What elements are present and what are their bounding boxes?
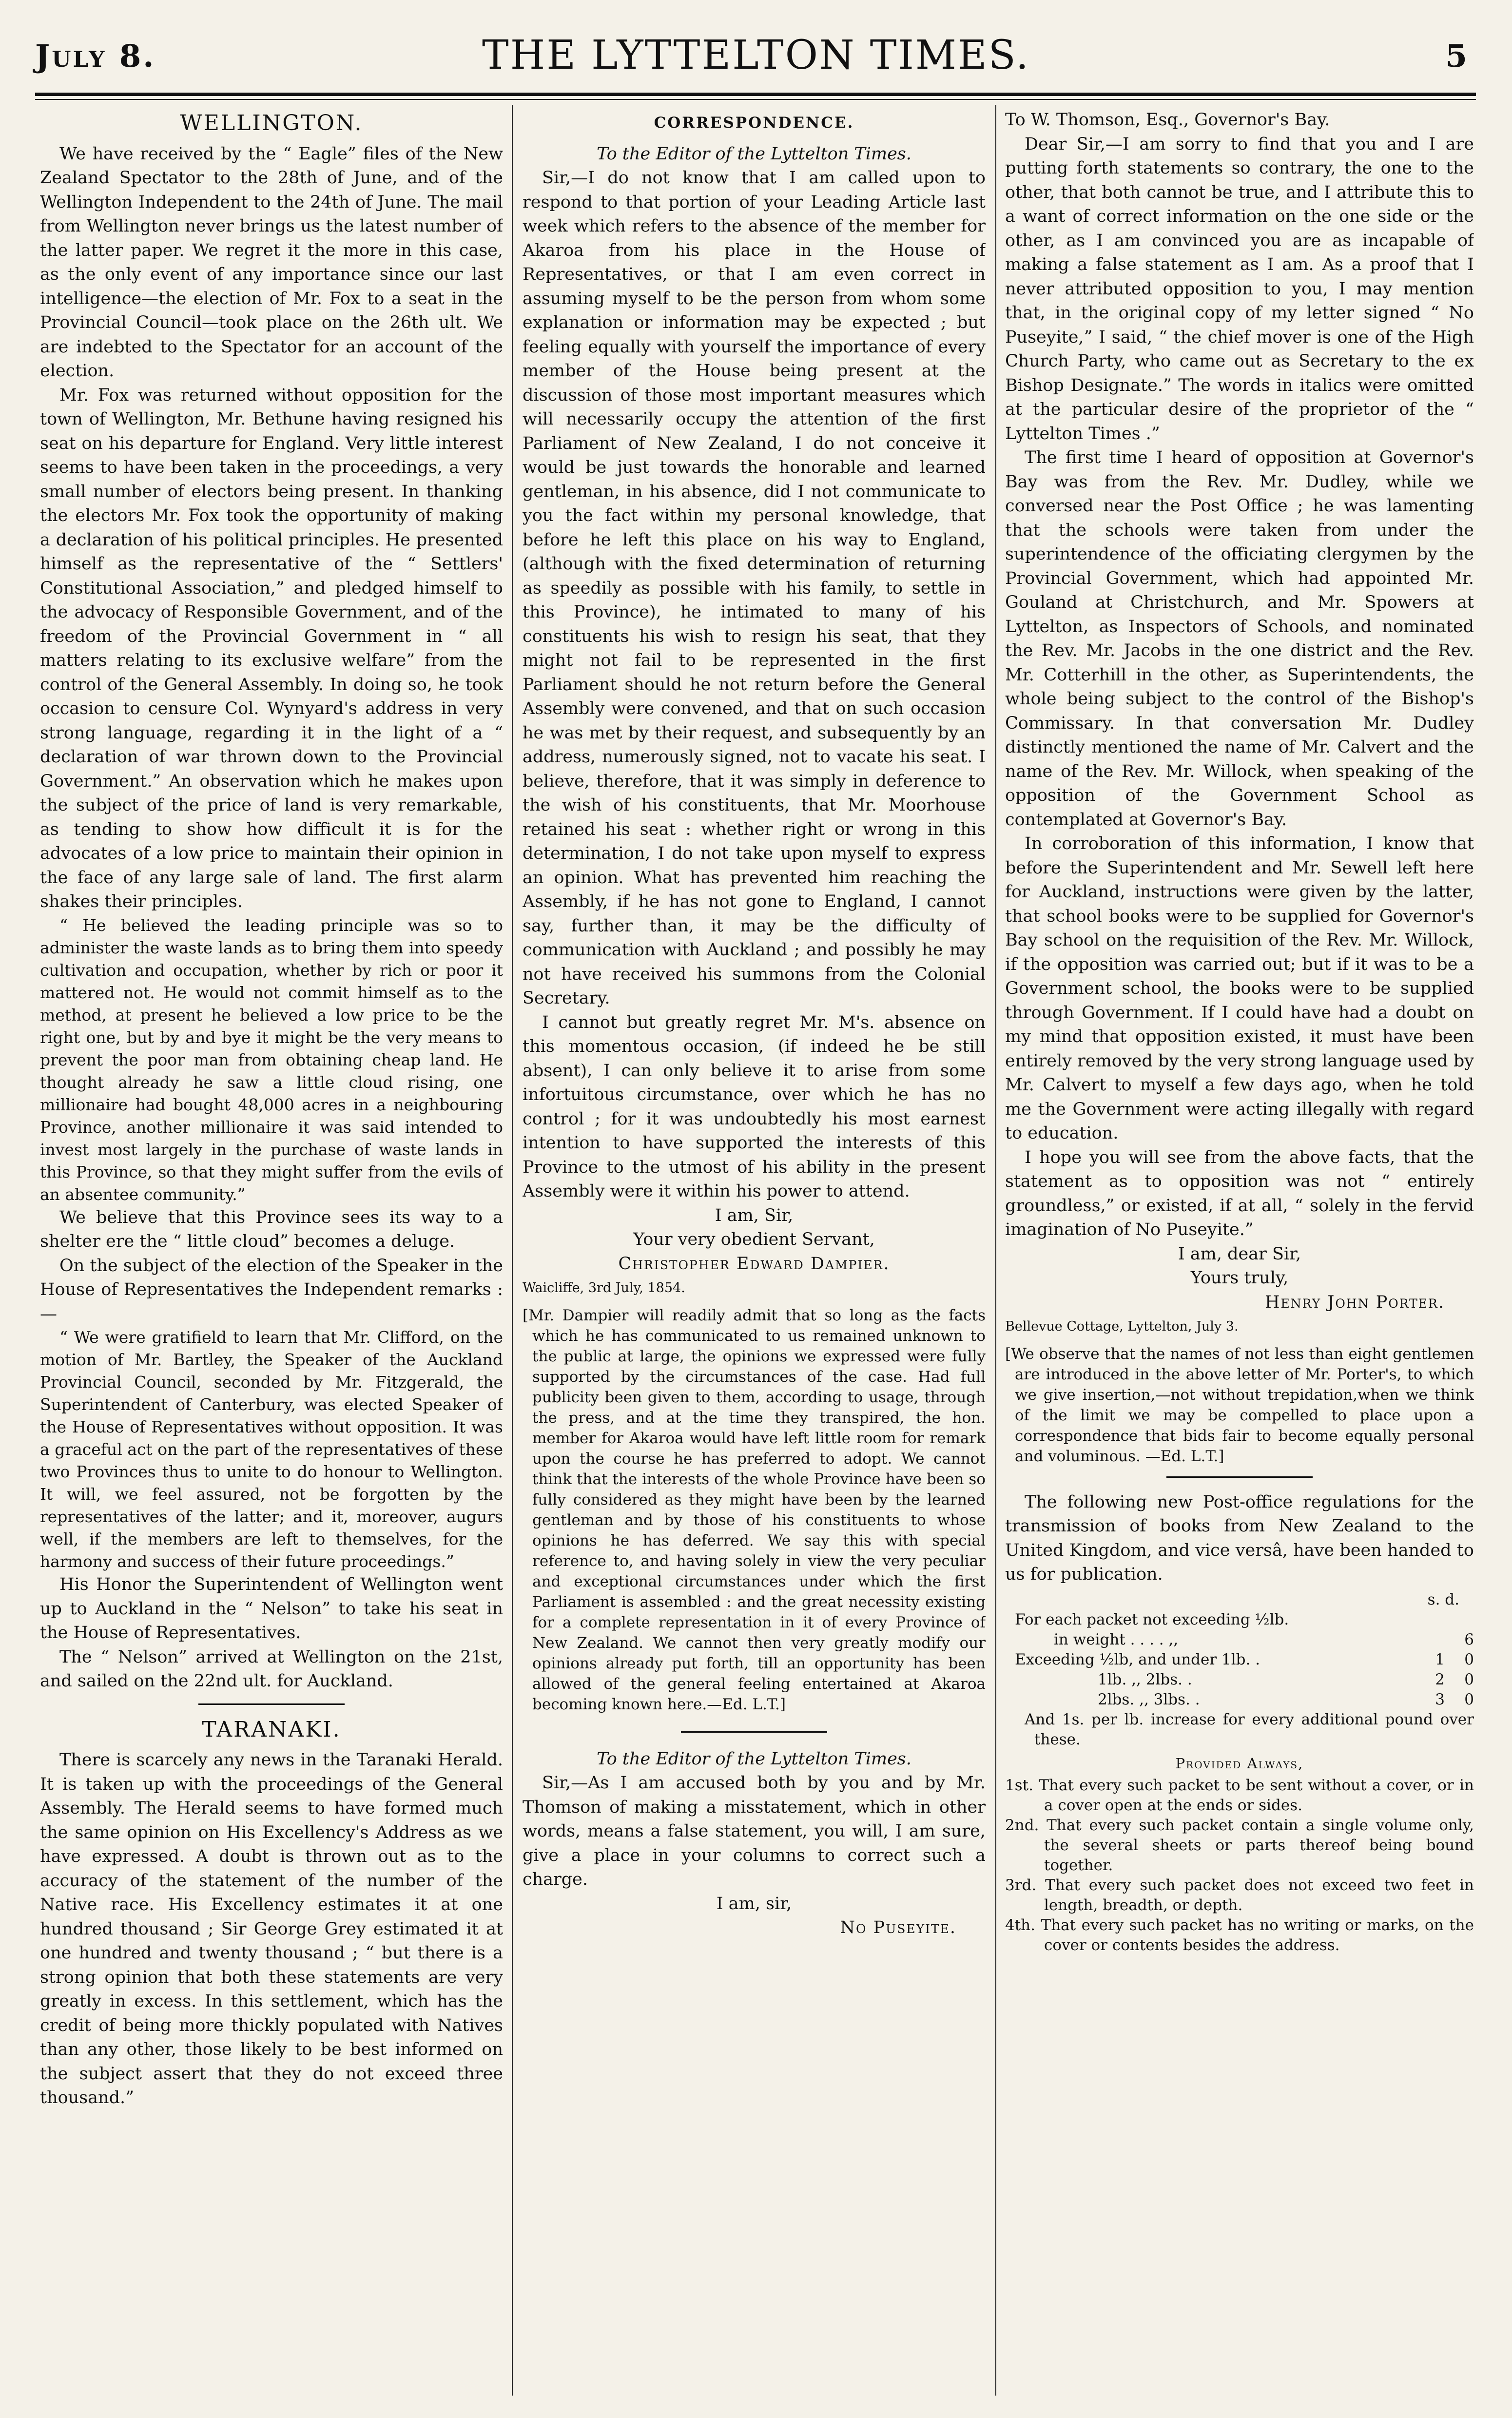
letter-signature-block xyxy=(523,1204,986,1277)
letter-address: To W. Thomson, Esq., Governor's Bay. xyxy=(1005,110,1330,130)
letter-paragraph: In corroboration of this information, I know that before the Superintendent and Mr. Sewell left here for Auckland, instructions were given by the latter, that school books were to be supplied for Governor's Bay school on the requisition of the Rev. Mr. Willock, if the opposition was carried out; but if it was to be a Government school, the books were to be supplied through Government. If I could have had a doubt on my mind that opposition existed, it must have been entirely removed by the very strong language used by Mr. Calvert to myself a few days ago, when he told me the Government were acting illegally with regard to education. xyxy=(1005,834,1474,1143)
list-item: 4th. That every such packet has no writing or marks, on the cover or contents besides the address. xyxy=(1005,1916,1474,1954)
letter-signature: Henry John Porter. xyxy=(1265,1292,1445,1312)
section-heading-correspondence: CORRESPONDENCE. xyxy=(654,114,854,132)
rate-pence: 0 xyxy=(1464,1650,1474,1668)
rate-shillings: 1 xyxy=(1435,1650,1445,1668)
rates-header: s. d. xyxy=(1427,1590,1459,1608)
table-row xyxy=(1015,1690,1474,1710)
list-item: 1st. That every such packet to be sent without a cover, or in a cover open at the ends or sides. xyxy=(1005,1777,1474,1814)
rate-shillings: 2 xyxy=(1435,1670,1445,1688)
section-heading-wellington: WELLINGTON. xyxy=(180,111,363,135)
rate-shillings xyxy=(1415,1630,1445,1650)
rates-note: And 1s. per lb. increase for every additional pound over these. xyxy=(1025,1710,1474,1748)
rate-pence xyxy=(1445,1610,1474,1630)
rate-label: 1lb. ,, 2lbs. . xyxy=(1098,1670,1192,1688)
letter-signature: No Puseyite. xyxy=(840,1918,956,1937)
newspaper-title: THE LYTTELTON TIMES. xyxy=(482,32,1030,78)
letter-closing: I am, dear Sir, xyxy=(1178,1244,1301,1264)
letter-signature: Christopher Edward Dampier. xyxy=(618,1254,890,1274)
article-paragraph: Mr. Fox was returned without opposition for the town of Wellington, Mr. Bethune having resigned his seat on his departure for England. Very little interest seems to have been taken in the proceedings, a very small number of electors being present. In thanking the electors Mr. Fox took the opportunity of making a declaration of his political principles. He presented himself as the representative of the “ Settlers' Constitutional Association,” and pledged himself to the advocacy of Responsible Government, and of the freedom of the Provincial Government in “ all matters relating to its exclusive welfare” from the control of the General Assembly. In doing so, he took occasion to censure Col. Wynyard's address in very strong language, regarding it in the light of a “ declaration of war thrown down to the Provincial Government.” An observation which he makes upon the subject of the price of land is very remarkable, as tending to show how difficult it is for the advocates of a low price to maintain their opinion in the face of any large sale of land. The first alarm shakes their principles. xyxy=(40,385,503,911)
rate-pence: 6 xyxy=(1464,1630,1474,1648)
rate-label: in weight . . . . ,, xyxy=(1054,1630,1179,1648)
provided-heading: Provided Always, xyxy=(1175,1755,1304,1772)
letter-dateline: Bellevue Cottage, Lyttelton, July 3. xyxy=(1005,1319,1239,1334)
article-paragraph: His Honor the Superintendent of Wellington went up to Auckland in the “ Nelson” to take his seat in the House of Representatives. xyxy=(40,1575,503,1643)
page-number: 5 xyxy=(1445,38,1467,75)
letter-paragraph: I cannot but greatly regret Mr. M's. absence on this momentous occasion, (if indeed he be still absent), I can only believe it to arise from some infortuitous circumstance, over which he has no control ; for it was undoubtedly his most earnest intention to have supported the interests of this Province to the utmost of his ability in the present Assembly were it within his power to attend. xyxy=(523,1012,986,1201)
article-paragraph: We believe that this Province sees its way to a shelter ere the “ little cloud” becomes a deluge. xyxy=(40,1207,503,1251)
rate-pence: 0 xyxy=(1464,1670,1474,1688)
column-3 xyxy=(1005,108,1474,2399)
letter-paragraph: Sir,—As I am accused both by you and by Mr. Thomson of making a misstatement, which in other words, means a false statement, you will, I am sure, give a place in your columns to correct such a charge. xyxy=(523,1773,986,1889)
rate-shillings: 3 xyxy=(1435,1690,1445,1708)
letter-dateline: Waicliffe, 3rd July, 1854. xyxy=(523,1280,685,1296)
letter-salutation: To the Editor of the Lyttelton Times. xyxy=(597,1749,911,1769)
rate-label: Exceeding ½lb, and under 1lb. . xyxy=(1015,1650,1260,1668)
masthead-rule-thin xyxy=(35,99,1476,100)
postage-rates-table xyxy=(1015,1590,1474,1750)
section-divider xyxy=(198,1703,345,1705)
column-divider xyxy=(512,105,513,2396)
rate-label: 2lbs. ,, 3lbs. . xyxy=(1098,1690,1200,1708)
letter-paragraph: I hope you will see from the above facts, that the statement as to opposition was not “ entirely groundless,” or existed, if at all, “ solely in the fervid imagination of No Puseyite.” xyxy=(1005,1147,1474,1239)
rate-shillings xyxy=(1415,1610,1445,1630)
letter-closing: Yours truly, xyxy=(1190,1268,1289,1288)
article-paragraph: On the subject of the election of the Speaker in the House of Representatives the Independent remarks :— xyxy=(40,1256,503,1324)
article-paragraph: The “ Nelson” arrived at Wellington on the 21st, and sailed on the 22nd ult. for Auckland. xyxy=(40,1647,503,1691)
column-2 xyxy=(523,108,986,2399)
letter-signature-block xyxy=(523,1892,986,1940)
list-item: 2nd. That every such packet contain a single volume only, the several sheets or parts thereof being bound together. xyxy=(1005,1817,1474,1874)
column-1 xyxy=(40,108,503,2399)
table-row xyxy=(1015,1610,1474,1630)
letter-paragraph: Sir,—I do not know that I am called upon to respond to that portion of your Leading Article last week which refers to the absence of the member for Akaroa from his place in the House of Representatives, or that I am even correct in assuming myself to be the person from whom some explanation or information may be expected ; but feeling equally with yourself the importance of every member of the House being present at the discussion of those most important measures which will necessarily occupy the attention of the first Parliament of New Zealand, I do not conceive it would be just towards the honorable and learned gentleman, in his absence, did I not communicate to you the fact within my personal knowledge, that before he left this place on his way to England, (although with the fixed determination of returning as speedily as possible with his family, to settle in this Province), he intimated to many of his constituents his wish to resign his seat, that they might not fail to be represented in the first Parliament should he not return before the General Assembly were convened, and that on such occasion he was met by their request, and subsequently by an address, numerously signed, not to vacate his seat. I believe, therefore, that it was simply in deference to the wish of his constituents, that Mr. Moorhouse retained his seat : whether right or wrong in this determination, I do not take upon myself to express an opinion. What has prevented him reaching the Assembly, if he has not gone to England, I cannot say, further than, it may be the difficulty of communication with Auckland ; and possibly he may not have received his summons from the Colonial Secretary. xyxy=(523,168,986,1008)
table-row xyxy=(1015,1630,1474,1650)
table-row xyxy=(1015,1650,1474,1670)
postoffice-intro: The following new Post-office regulations for the transmission of books from New Zealand to the United Kingdom, and vice versâ, have been handed to us for publication. xyxy=(1005,1492,1474,1584)
provisos-list xyxy=(1005,1776,1474,1955)
letter-signature-block xyxy=(1005,1242,1474,1315)
quoted-paragraph: “ He believed the leading principle was so to administer the waste lands as to bring them into speedy cultivation and occupation, whether by rich or poor it mattered not. He would not commit himself as to the method, at present he believed a low price to be the right one, but by and bye it might be the very means to prevent the poor man from obtaining cheap land. He thought already he saw a little cloud rising, one millionaire had bought 48,000 acres in a neighbouring Province, another millionaire it was said intended to invest most largely in the purchase of waste lands in this Province, so that they might suffer from the evils of an absentee community.” xyxy=(40,915,503,1204)
letter-salutation: To the Editor of the Lyttelton Times. xyxy=(597,144,911,164)
letter-closing: I am, sir, xyxy=(716,1894,792,1914)
editor-note: [Mr. Dampier will readily admit that so long as the facts which he has communicated to us remained unknown to the public at large, the opinions we expressed were fully supported by the circumstances of the case. Had full publicity been given to them, according to usage, through the press, and at the time they transpired, the hon. member for Akaroa would have left little room for remark upon the course he has preferred to adopt. We cannot think that the interests of the whole Province have been so fully considered as they might have been by the learned gentleman and by those of his constituents to whose opinions he has deferred. We say this with special reference to, and having solely in view the very peculiar and exceptional circumstances under which the first Parliament is assembled : and the great necessity existing for a complete representation in it of every Province of New Zealand. We cannot then very greatly modify our opinions already put forth, till an opportunity has been allowed of the general feeling entertained at Akaroa becoming known here.—Ed. L.T.] xyxy=(523,1306,986,1713)
rate-label: For each packet not exceeding ½lb. xyxy=(1015,1610,1289,1628)
section-divider xyxy=(681,1731,827,1733)
article-paragraph: There is scarcely any news in the Taranaki Herald. It is taken up with the proceedings of the General Assembly. The Herald seems to have formed much the same opinion on His Excellency's Address as we have expressed. A doubt is thrown out as to the accuracy of the statement of the number of the Native race. His Excellency estimates it at one hundred thousand ; Sir George Grey estimated it at one hundred and twenty thousand ; “ but there is a strong opinion that both these statements are very greatly in excess. In this settlement, which has the credit of being more thickly populated with Natives than any other, those likely to be best informed on the subject assert that they do not exceed three thousand.” xyxy=(40,1750,503,2108)
section-heading-taranaki: TARANAKI. xyxy=(202,1717,341,1742)
section-divider xyxy=(1166,1476,1313,1478)
letter-closing: I am, Sir, xyxy=(715,1205,794,1225)
table-row xyxy=(1015,1670,1474,1690)
letter-closing: Your very obedient Servant, xyxy=(633,1230,875,1249)
masthead xyxy=(0,0,1512,97)
list-item: 3rd. That every such packet does not exceed two feet in length, breadth, or depth. xyxy=(1005,1876,1474,1914)
issue-date: July 8. xyxy=(35,38,156,75)
letter-paragraph: Dear Sir,—I am sorry to find that you and I are putting forth statements so contrary, the one to the other, that both cannot be true, and I attribute this to a want of correct information on the one side or the other, as I am convinced you are as incapable of making a false statement as I am. As a proof that I never attributed opposition to you, I may mention that, in the original copy of my letter signed “ No Puseyite,” I said, “ the chief mover is one of the High Church Party, who came out as Secretary to the ex Bishop Designate.” The words in italics were omitted at the particular desire of the proprietor of the “ Lyttelton Times .” xyxy=(1005,134,1474,444)
editor-note: [We observe that the names of not less than eight gentlemen are introduced in the above letter of Mr. Porter's, to which we give insertion,—not without trepidation,when we think of the limit we may be compelled to place upon a correspondence that bids fair to become equally personal and voluminous. —Ed. L.T.] xyxy=(1005,1345,1474,1465)
column-divider xyxy=(995,105,996,2396)
article-paragraph: We have received by the “ Eagle” files of the New Zealand Spectator to the 28th of June, and of the Wellington Independent to the 24th of June. The mail from Wellington never brings us the latest number of the latter paper. We regret it the more in this case, as the only event of any importance since our last intelligence—the election of Mr. Fox to a seat in the Provincial Council—took place on the 26th ult. We are indebted to the Spectator for an account of the election. xyxy=(40,144,503,381)
quoted-paragraph: “ We were gratifield to learn that Mr. Clifford, on the motion of Mr. Bartley, the Speaker of the Auckland Provincial Council, seconded by Mr. Fitzgerald, the Superintendent of Canterbury, was elected Speaker of the House of Representatives without opposition. It was a graceful act on the part of the representatives of these two Provinces thus to unite to do honour to Wellington. It will, we feel assured, not be forgotten by the representatives of the latter; and it, moreover, augurs well, if the members are left to themselves, for the harmony and success of their future proceedings.” xyxy=(40,1328,503,1571)
rate-pence: 0 xyxy=(1464,1690,1474,1708)
masthead-rule xyxy=(35,93,1476,96)
letter-paragraph: The first time I heard of opposition at Governor's Bay was from the Rev. Mr. Dudley, while we conversed near the Post Office ; he was lamenting that the schools were taken from under the superintendence of the officiating clergymen by the Provincial Government, which had appointed Mr. Gouland at Christchurch, and Mr. Spowers at Lyttelton, as Inspectors of Schools, and nominated the Rev. Mr. Jacobs in the one district and the Rev. Mr. Cotterhill in the other, as Superintendents, the whole being subject to the control of the Bishop's Commissary. In that conversation Mr. Dudley distinctly mentioned the name of Mr. Calvert and the name of the Rev. Mr. Willock, when speaking of the opposition of the Government School as contemplated at Governor's Bay. xyxy=(1005,448,1474,830)
